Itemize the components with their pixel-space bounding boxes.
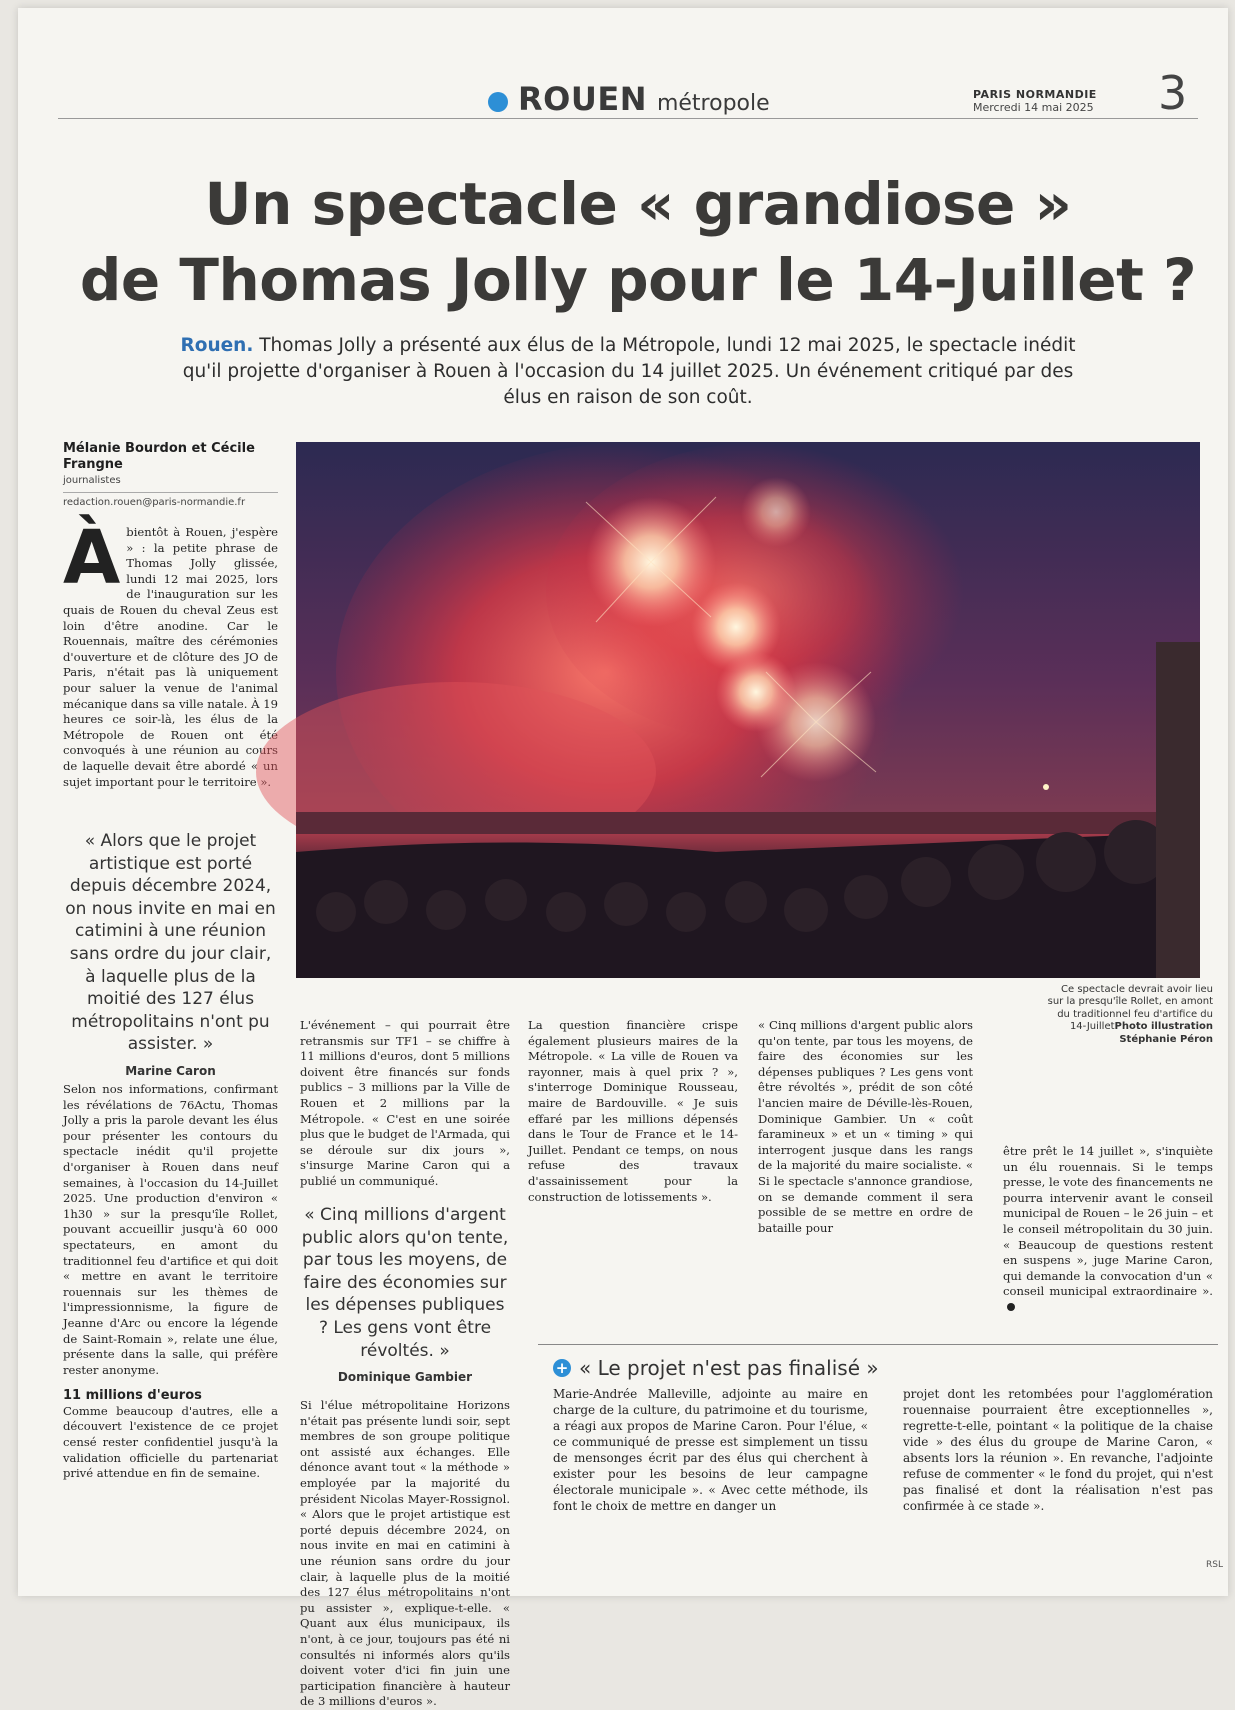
- byline-role: journalistes: [63, 475, 121, 486]
- byline-email: redaction.rouen@paris-normandie.fr: [63, 492, 278, 508]
- pull-quote-gambier: [300, 1204, 510, 1384]
- sidebar-paragraph: projet dont les retombées pour l'agglomération rouennaise pourraient être exceptionnelles », regrette-t-elle, pointant « la politique de la chaise vide » des élus du groupe de Marine Caron, « absents lors la réunion ». En revanche, l'adjointe refuse de commenter « le fond du projet, qui n'est pas finalisé et dont la réalisation n'est pas confirmée à ce stade ».: [903, 1387, 1213, 1513]
- sidebar-rule: [538, 1344, 1218, 1345]
- sidebar-paragraph: Marie-Andrée Malleville, adjointe au maire en charge de la culture, du patrimoine et du tourisme, a réagi aux propos de Marine Caron. Pour l'élue, « ce communiqué de presse est simplement un tissu de mensonges écrit par des élus qui cherchent à exister pour les besoins de leur campagne électorale municipale ». « Avec cette méthode, ils font le choix de mettre en danger un: [553, 1387, 868, 1513]
- column-2-bottom: [300, 1398, 510, 1709]
- caption-text: Ce spectacle devrait avoir lieu sur la presqu'île Rollet, en amont du traditionnel feu d'artifice du 14-Juillet: [1047, 984, 1213, 1033]
- sidebar-column-2: [903, 1386, 1213, 1514]
- sidebar-title: [553, 1356, 879, 1380]
- column-2-top: [300, 1018, 510, 1190]
- body-paragraph: [1003, 1144, 1213, 1316]
- pull-quote-text: « Cinq millions d'argent public alors qu'on tente, par tous les moyens, de faire des économies sur les dépenses publiques ? Les gens vont être révoltés. »: [301, 1205, 509, 1361]
- column-1-intro: [63, 515, 278, 790]
- column-5: [1003, 1144, 1213, 1316]
- newspaper-page: [18, 8, 1228, 1709]
- end-mark-icon: [1007, 1303, 1015, 1311]
- closing-text: être prêt le 14 juillet », s'inquiète un élu rouennais. Si le temps presse, le vote des financements ne pourra intervenir avant le conseil municipal de Rouen – le 26 juin – et le conseil métropolitain du 30 juin. « Beaucoup de questions restent en suspens », juge Marine Caron, qui demande la convocation d'un « conseil municipal extraordinaire ».: [1003, 1144, 1213, 1299]
- page-number: 3: [1158, 66, 1188, 120]
- paper-name: PARIS NORMANDIE: [973, 88, 1097, 101]
- photo-credit: Photo illustration Stéphanie Péron: [1114, 1021, 1213, 1045]
- sidebar-column-1: [553, 1386, 868, 1514]
- photo-caption: [1043, 984, 1213, 1046]
- column-1-body: [63, 1082, 278, 1482]
- body-paragraph: Si l'élue métropolitaine Horizons n'était pas présente lundi soir, sept membres de son groupe politique ont assisté aux échanges. Elle dénonce avant tout « la méthode » employée par la majorité du président Nicolas Mayer-Rossignol. « Alors que le projet artistique est porté depuis décembre 2024, on nous invite en mai en catimini à une réunion sans ordre du jour clair, à laquelle plus de la moitié des 127 élus métropolitains n'ont pu assister », explique-t-elle. « Quant aux élus municipaux, ils n'ont, à ce jour, toujours pas été ni consultés ni informés alors qu'ils doivent voter d'ici fin juin une participation financière à hauteur de 3 millions d'euros ».: [300, 1398, 510, 1709]
- subsection-name: métropole: [656, 91, 770, 116]
- pull-quote-text: « Alors que le projet artistique est porté depuis décembre 2024, on nous invite en mai en catimini à une réunion sans ordre du jour clair, à laquelle plus de la moitié des 127 élus métropolitains n'ont pu assister. »: [65, 831, 276, 1055]
- pull-quote-author: Dominique Gambier: [337, 1370, 473, 1385]
- lede-city: Rouen.: [180, 335, 254, 356]
- header-rule: [58, 118, 1198, 119]
- headline-line-1: Un spectacle « grandiose »: [204, 170, 1072, 238]
- lede-text: Thomas Jolly a présenté aux élus de la Métropole, lundi 12 mai 2025, le spectacle inédit qu'il projette d'organiser à Rouen à l'occasion du 14 juillet 2025. Un événement critiqué par des élus en raison de son coût.: [182, 335, 1076, 408]
- section-dot-icon: [488, 92, 508, 112]
- body-paragraph: Comme beaucoup d'autres, elle a découvert l'existence de ce projet censé rester confidentiel jusqu'à la validation officielle du partenariat privé attendue en fin de semaine.: [63, 1403, 278, 1481]
- fireworks-photo: [296, 442, 1200, 978]
- column-3: [528, 1018, 738, 1318]
- masthead: [973, 88, 1097, 114]
- plus-icon: +: [553, 1359, 571, 1377]
- headline: [48, 166, 1228, 318]
- body-paragraph: Selon nos informations, confirmant les révélations de 76Actu, Thomas Jolly a pris la parole devant les élus pour présenter les contours du spectacle inédit qu'il projette d'organiser à Rouen dans neuf semaines, à l'occasion du 14-Juillet 2025. Une production d'environ « 1h30 » sur la presqu'île Rollet, pouvant accueillir jusqu'à 60 000 spectateurs, en amont du traditionnel feu d'artifice et qui doit « mettre en avant le territoire rouennais sur les thèmes de l'impressionnisme, la figure de Jeanne d'Arc ou encore la légende de Saint-Romain », relate une élue, présente dans la salle, qui préfère rester anonyme.: [63, 1082, 278, 1377]
- issue-date: Mercredi 14 mai 2025: [973, 101, 1094, 114]
- drop-cap: À: [63, 515, 121, 601]
- lede: [168, 333, 1088, 411]
- body-paragraph: « Cinq millions d'argent public alors qu'on tente, par tous les moyens, de faire des économies sur les dépenses publiques ? Les gens vont être révoltés », prédit de son côté l'ancien maire de Déville-lès-Rouen, Dominique Gambier. Un « coût faramineux » et un « timing » qui interrogent jusque dans les rangs de la majorité du maire socialiste. « Si le spectacle s'annonce grandiose, on se demande comment il sera possible de se mettre en ordre de bataille pour: [758, 1018, 973, 1235]
- intro-paragraph: bientôt à Rouen, j'espère » : la petite phrase de Thomas Jolly glissée, lundi 12 mai 2025, lors de l'inauguration sur les quais de Rouen du cheval Zeus est loin d'être anodine. Car le Rouennais, maître des cérémonies d'ouverture et de clôture des JO de Paris, n'était pas là uniquement pour saluer la venue de l'animal mécanique dans sa ville natale. À 19 heures ce soir-là, les élus de la Métropole de Rouen ont été convoqués à une réunion au cours de laquelle devait être abordé « un sujet important pour le territoire ».: [63, 525, 278, 789]
- fireworks-illustration: [296, 442, 1200, 978]
- body-paragraph: La question financière crispe également plusieurs maires de la Métropole. « La ville de Rouen va rayonner, mais à quel prix ? », s'interroge Dominique Rousseau, maire de Bardouville. « Je suis effaré par les millions dépensés dans le Tour de France et le 14-Juillet. Pendant ce temps, on nous refuse des travaux d'assainissement pour la construction de lotissements ».: [528, 1018, 738, 1204]
- pull-quote-caron: [63, 830, 278, 1078]
- section-name: ROUEN: [518, 80, 647, 118]
- column-4: [758, 1018, 973, 1318]
- subhead-11-millions: 11 millions d'euros: [63, 1388, 202, 1404]
- footer-code: RSL: [1206, 1560, 1223, 1570]
- sidebar-title-text: « Le projet n'est pas finalisé »: [579, 1356, 879, 1380]
- headline-line-2: de Thomas Jolly pour le 14-Juillet ?: [79, 246, 1197, 314]
- pull-quote-author: Marine Caron: [125, 1063, 216, 1078]
- byline: [63, 441, 278, 508]
- byline-names: Mélanie Bourdon et Cécile Frangne: [63, 441, 255, 472]
- body-paragraph: L'événement – qui pourrait être retransmis sur TF1 – se chiffre à 11 millions d'euros, dont 5 millions doivent être financés sur fonds publics – 3 millions par la Ville de Rouen et 2 millions par la Métropole. « C'est en une soirée plus que le budget de l'Armada, qui se déroule sur dix jours », s'insurge Marine Caron qui a publié un communiqué.: [300, 1018, 510, 1188]
- section-header: [488, 80, 770, 118]
